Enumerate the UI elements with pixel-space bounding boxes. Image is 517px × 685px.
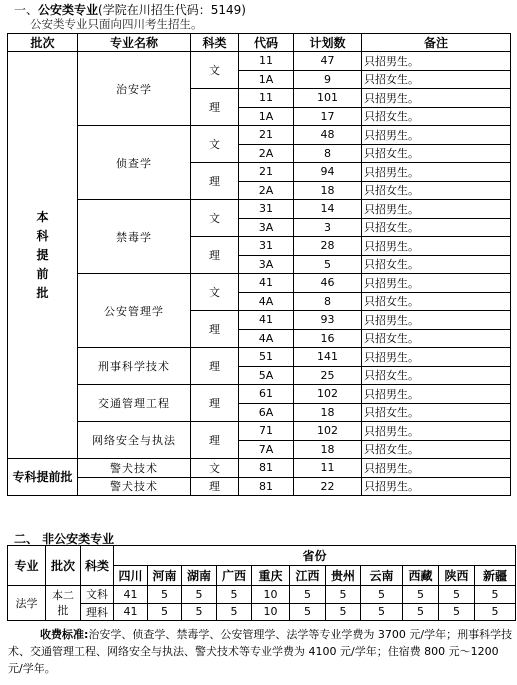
quota-value: 5 bbox=[182, 586, 217, 604]
code: 11 bbox=[239, 52, 294, 71]
major-name: 刑事科学技术 bbox=[78, 348, 191, 385]
plan-count: 17 bbox=[294, 107, 362, 126]
quota-value: 5 bbox=[182, 603, 217, 621]
quota-value: 10 bbox=[252, 586, 290, 604]
province-name: 云南 bbox=[361, 566, 403, 586]
note: 只招男生。 bbox=[362, 200, 511, 219]
quota-value: 41 bbox=[114, 586, 148, 604]
plan-count: 102 bbox=[294, 385, 362, 404]
province-name: 河南 bbox=[148, 566, 182, 586]
subject-type: 文 bbox=[191, 52, 239, 89]
code: 6A bbox=[239, 403, 294, 422]
quota-value: 5 bbox=[439, 586, 475, 604]
code: 2A bbox=[239, 144, 294, 163]
code: 31 bbox=[239, 237, 294, 256]
note: 只招女生。 bbox=[362, 181, 511, 200]
subject-type: 文 bbox=[191, 459, 239, 478]
col-header-province: 省份 bbox=[114, 546, 516, 566]
quota-value: 5 bbox=[326, 586, 361, 604]
province-name: 重庆 bbox=[252, 566, 290, 586]
table-row bbox=[8, 200, 511, 219]
fee-standard bbox=[8, 626, 513, 677]
table-header-row bbox=[8, 34, 511, 52]
code: 21 bbox=[239, 126, 294, 145]
note: 只招女生。 bbox=[362, 218, 511, 237]
major-name: 治安学 bbox=[78, 52, 191, 126]
subject-type: 文科 bbox=[81, 586, 114, 604]
code: 11 bbox=[239, 89, 294, 108]
note: 只招男生。 bbox=[362, 385, 511, 404]
major-name: 侦查学 bbox=[78, 126, 191, 200]
plan-count: 8 bbox=[294, 292, 362, 311]
header-row bbox=[8, 546, 516, 566]
province-name: 西藏 bbox=[403, 566, 439, 586]
table-row bbox=[8, 52, 511, 71]
section1-heading: 一、公安类专业(学院在川招生代码：5149) bbox=[14, 3, 246, 17]
plan-count: 16 bbox=[294, 329, 362, 348]
plan-count: 25 bbox=[294, 366, 362, 385]
police-majors-table bbox=[7, 33, 511, 496]
plan-count: 94 bbox=[294, 163, 362, 182]
note: 只招女生。 bbox=[362, 107, 511, 126]
plan-count: 9 bbox=[294, 70, 362, 89]
code: 3A bbox=[239, 218, 294, 237]
subject-type: 理科 bbox=[81, 603, 114, 621]
subject-type: 文 bbox=[191, 126, 239, 163]
quota-value: 41 bbox=[114, 603, 148, 621]
note: 只招男生。 bbox=[362, 311, 511, 330]
section1-heading-paren: (学院在川招生代码：5149) bbox=[98, 3, 246, 17]
plan-count: 22 bbox=[294, 477, 362, 496]
col-header: 计划数 bbox=[294, 34, 362, 52]
code: 21 bbox=[239, 163, 294, 182]
province-name: 陕西 bbox=[439, 566, 475, 586]
plan-count: 18 bbox=[294, 403, 362, 422]
province-name: 江西 bbox=[290, 566, 326, 586]
plan-count: 93 bbox=[294, 311, 362, 330]
batch-cell: 本 科 提 前 批 bbox=[8, 52, 78, 459]
code: 41 bbox=[239, 311, 294, 330]
quota-value: 5 bbox=[326, 603, 361, 621]
note: 只招男生。 bbox=[362, 459, 511, 478]
code: 51 bbox=[239, 348, 294, 367]
table-row bbox=[8, 385, 511, 404]
quota-value: 5 bbox=[439, 603, 475, 621]
plan-count: 14 bbox=[294, 200, 362, 219]
quota-value: 5 bbox=[475, 603, 516, 621]
table-row bbox=[8, 348, 511, 367]
code: 3A bbox=[239, 255, 294, 274]
subject-type: 文 bbox=[191, 200, 239, 237]
police-majors-body bbox=[8, 52, 511, 496]
code: 7A bbox=[239, 440, 294, 459]
quota-value: 5 bbox=[361, 586, 403, 604]
col-header-batch: 批次 bbox=[46, 546, 81, 586]
plan-count: 28 bbox=[294, 237, 362, 256]
note: 只招男生。 bbox=[362, 237, 511, 256]
col-header: 科类 bbox=[191, 34, 239, 52]
plan-count: 3 bbox=[294, 218, 362, 237]
province-name: 贵州 bbox=[326, 566, 361, 586]
subject-type: 理 bbox=[191, 311, 239, 348]
subject-type: 文 bbox=[191, 274, 239, 311]
table-row bbox=[8, 586, 516, 604]
code: 61 bbox=[239, 385, 294, 404]
note: 只招男生。 bbox=[362, 89, 511, 108]
code: 2A bbox=[239, 181, 294, 200]
quota-value: 5 bbox=[403, 586, 439, 604]
code: 71 bbox=[239, 422, 294, 441]
subject-type: 理 bbox=[191, 422, 239, 459]
major-name: 网络安全与执法 bbox=[78, 422, 191, 459]
table-row bbox=[8, 274, 511, 293]
note: 只招男生。 bbox=[362, 422, 511, 441]
plan-count: 18 bbox=[294, 181, 362, 200]
plan-count: 141 bbox=[294, 348, 362, 367]
major-name: 法学 bbox=[8, 586, 46, 621]
province-name: 新疆 bbox=[475, 566, 516, 586]
quota-value: 5 bbox=[475, 586, 516, 604]
code: 1A bbox=[239, 107, 294, 126]
table-row bbox=[8, 603, 516, 621]
major-name: 警犬技术 bbox=[78, 459, 191, 478]
note: 只招女生。 bbox=[362, 366, 511, 385]
note: 只招男生。 bbox=[362, 348, 511, 367]
code: 1A bbox=[239, 70, 294, 89]
quota-value: 5 bbox=[290, 603, 326, 621]
section1-heading-main: 公安类专业 bbox=[38, 3, 99, 17]
batch-cell: 本二 批 bbox=[46, 586, 81, 621]
subject-type: 理 bbox=[191, 237, 239, 274]
code: 81 bbox=[239, 459, 294, 478]
plan-count: 48 bbox=[294, 126, 362, 145]
code: 4A bbox=[239, 329, 294, 348]
quota-value: 5 bbox=[290, 586, 326, 604]
quota-value: 5 bbox=[403, 603, 439, 621]
plan-count: 46 bbox=[294, 274, 362, 293]
table-row bbox=[8, 422, 511, 441]
quota-value: 5 bbox=[361, 603, 403, 621]
province-name: 湖南 bbox=[182, 566, 217, 586]
major-name: 公安管理学 bbox=[78, 274, 191, 348]
note: 只招男生。 bbox=[362, 163, 511, 182]
code: 31 bbox=[239, 200, 294, 219]
table-row bbox=[8, 126, 511, 145]
batch-cell: 专科提前批 bbox=[8, 459, 78, 496]
note: 只招女生。 bbox=[362, 292, 511, 311]
section2-heading: 二、 非公安类专业 bbox=[14, 532, 115, 546]
col-header: 备注 bbox=[362, 34, 511, 52]
province-name: 四川 bbox=[114, 566, 148, 586]
note: 只招女生。 bbox=[362, 70, 511, 89]
col-header-subject: 科类 bbox=[81, 546, 114, 586]
province-name: 广西 bbox=[217, 566, 252, 586]
fee-text: 治安学、侦查学、禁毒学、公安管理学、法学等专业学费为 3700 元/学年；刑事科学技术、交通管理工程、网络安全与执法、警犬技术等专业学费为 4100 元/学年；住宿费 800 元～1200 元/学年。 bbox=[8, 628, 513, 675]
plan-count: 8 bbox=[294, 144, 362, 163]
table-row bbox=[8, 477, 511, 496]
plan-count: 18 bbox=[294, 440, 362, 459]
plan-count: 5 bbox=[294, 255, 362, 274]
major-name: 禁毒学 bbox=[78, 200, 191, 274]
major-name: 交通管理工程 bbox=[78, 385, 191, 422]
subject-type: 理 bbox=[191, 348, 239, 385]
quota-value: 5 bbox=[217, 603, 252, 621]
col-header: 批次 bbox=[8, 34, 78, 52]
note: 只招男生。 bbox=[362, 477, 511, 496]
subject-type: 理 bbox=[191, 385, 239, 422]
note: 只招女生。 bbox=[362, 144, 511, 163]
plan-count: 101 bbox=[294, 89, 362, 108]
note: 只招女生。 bbox=[362, 440, 511, 459]
col-header-major: 专业 bbox=[8, 546, 46, 586]
quota-value: 5 bbox=[148, 586, 182, 604]
note: 只招男生。 bbox=[362, 274, 511, 293]
subject-type: 理 bbox=[191, 477, 239, 496]
non-police-majors-table bbox=[7, 545, 516, 621]
note: 只招女生。 bbox=[362, 329, 511, 348]
fee-label: 收费标准: bbox=[40, 628, 89, 641]
code: 81 bbox=[239, 477, 294, 496]
col-header: 代码 bbox=[239, 34, 294, 52]
major-name: 警犬技术 bbox=[78, 477, 191, 496]
quota-value: 5 bbox=[148, 603, 182, 621]
note: 只招男生。 bbox=[362, 52, 511, 71]
subject-type: 理 bbox=[191, 89, 239, 126]
quota-value: 5 bbox=[217, 586, 252, 604]
note: 只招男生。 bbox=[362, 126, 511, 145]
code: 4A bbox=[239, 292, 294, 311]
plan-count: 47 bbox=[294, 52, 362, 71]
table-row bbox=[8, 459, 511, 478]
note: 只招女生。 bbox=[362, 255, 511, 274]
plan-count: 102 bbox=[294, 422, 362, 441]
code: 5A bbox=[239, 366, 294, 385]
subject-type: 理 bbox=[191, 163, 239, 200]
quota-value: 10 bbox=[252, 603, 290, 621]
plan-count: 11 bbox=[294, 459, 362, 478]
col-header: 专业名称 bbox=[78, 34, 191, 52]
note: 只招女生。 bbox=[362, 403, 511, 422]
section1-subtitle: 公安类专业只面向四川考生招生。 bbox=[30, 17, 203, 31]
code: 41 bbox=[239, 274, 294, 293]
